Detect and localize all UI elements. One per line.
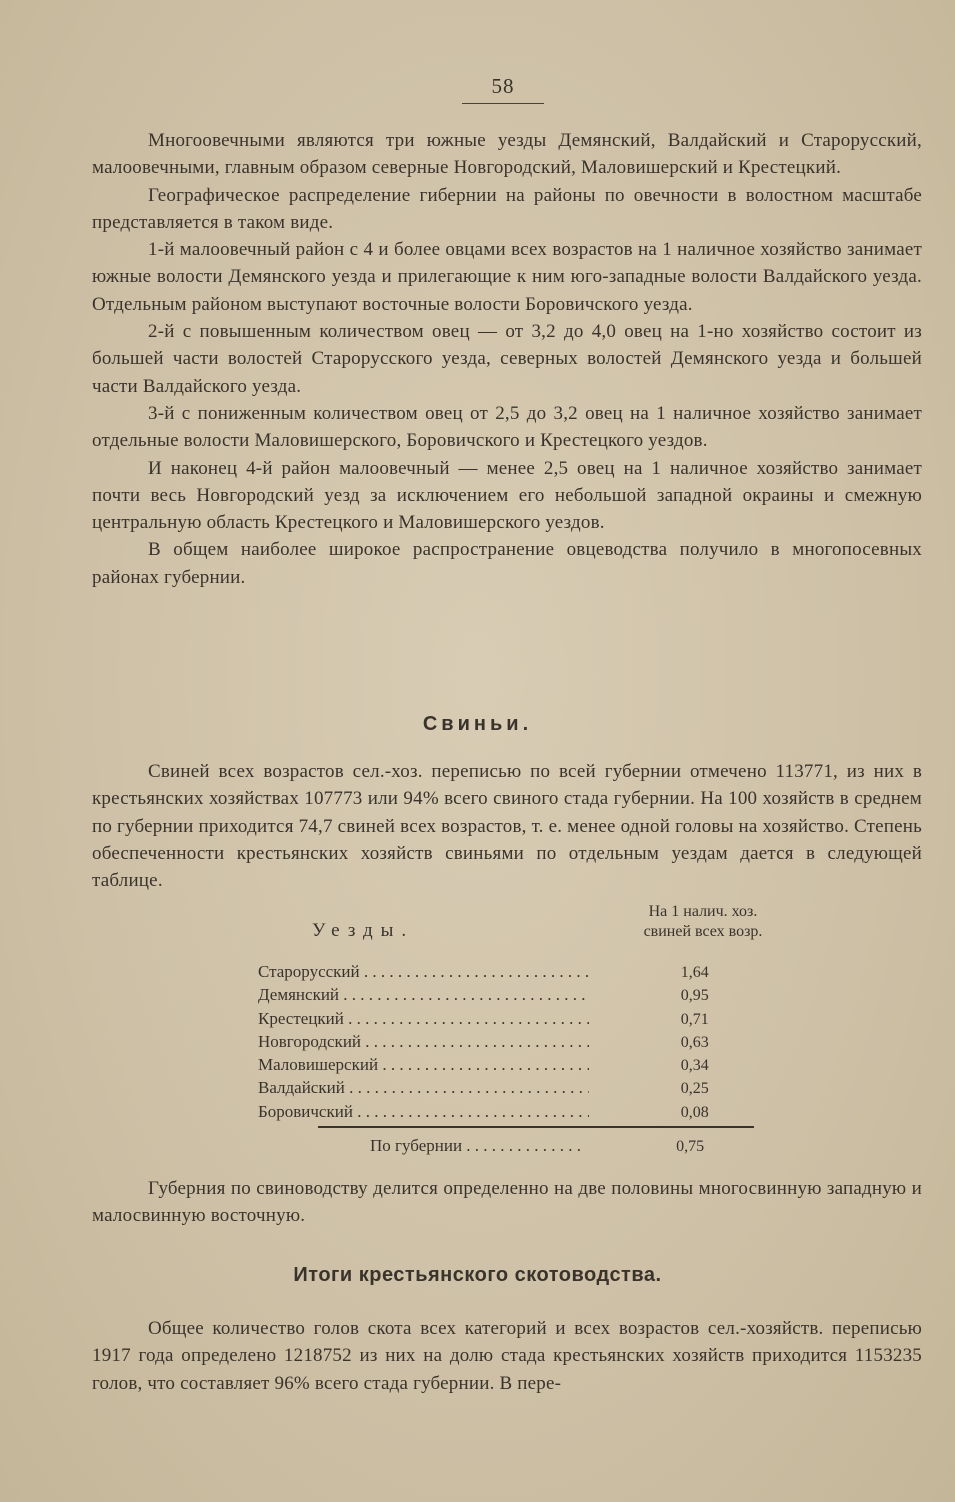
uezd-name: Крестецкий . . . — [258, 1009, 589, 1029]
uezd-value: 1,64 — [680, 964, 709, 981]
uezd-value: 0,63 — [680, 1033, 709, 1051]
table-row — [258, 962, 778, 985]
totals-text — [92, 1315, 922, 1397]
table-column-header-uezdy: Уезды. — [312, 920, 415, 941]
total-name: По губернии . . . — [370, 1136, 584, 1156]
paragraph: 1-й малоовечный район с 4 и более овцами всех возрастов на 1 наличное хозяйство занимает южные волости Демянского уезда и прилегающие к ним юго-западные волости Валдайского уезда. Отдельным районом выступают восточные волости Боровичского уезда. — [92, 239, 922, 315]
paragraph: Свиней всех возрастов сел.-хоз. переписью по всей губернии отмечено 113771, из них в крестьянских хозяйствах 107773 или 94% всего свиного стада губернии. На 100 хозяйств в среднем по губернии приходится 74,7 свиней всех возрастов, т. е. менее одной головы на хозяйство. Степень обеспеченности крестьянских хозяйств свиньями по отдельным уездам дается в следующей таблице. — [92, 761, 922, 892]
uezd-name: Валдайский . . . — [258, 1078, 589, 1098]
table-divider — [318, 1126, 754, 1128]
uezd-name: Новгородский . . . — [258, 1032, 589, 1052]
table-row — [258, 985, 778, 1008]
uezd-value: 0,25 — [680, 1080, 709, 1098]
intro-text — [92, 127, 922, 591]
paragraph: В общем наиболее широкое распространение овцеводства получило в многопосевных районах губернии. — [92, 539, 922, 588]
section-heading-totals: Итоги крестьянского скотоводства. — [293, 1264, 662, 1286]
pigs-text — [92, 758, 922, 894]
table-column-header-per-household: На 1 налич. хоз. свиней всех возр. — [643, 903, 763, 940]
table-row — [258, 1055, 778, 1078]
paragraph: И наконец 4-й район малоовечный — менее 2,5 овец на 1 наличное хозяйство занимает почти весь Новгородский уезд за исключением его небольшой западной окраины и смежную центральную область Крестецкого и Маловишерского уездов. — [92, 457, 922, 534]
pigs-table — [258, 962, 778, 1125]
uezd-value: 0,08 — [680, 1103, 709, 1121]
paragraph: Губерния по свиноводству делится определенно на две половины многосвинную западную и малосвинную восточную. — [92, 1178, 922, 1227]
uezd-value: 0,71 — [680, 1010, 709, 1028]
pigs-closing-text — [92, 1175, 922, 1230]
uezd-value: 0,95 — [680, 987, 709, 1005]
table-row — [258, 1009, 778, 1032]
paragraph: 2-й с повышенным количеством овец — от 3,2 до 4,0 овец на 1-но хозяйство состоит из большей части волостей Старорусского уезда, северных волостей Демянского уезда и большей части Валдайского уезда. — [92, 321, 922, 397]
uezd-name: Боровичский . . . — [258, 1102, 589, 1122]
uezd-value: 0,34 — [680, 1057, 709, 1075]
paragraph: 3-й с пониженным количеством овец от 2,5 до 3,2 овец на 1 наличное хозяйство занимает отдельные волости Маловишерского, Боровичского и Крестецкого уездов. — [92, 402, 922, 452]
paragraph: Географическое распределение гибернии на районы по овечности в волостном масштабе представляется в таком виде. — [92, 184, 922, 233]
uezd-name: Старорусский . . . — [258, 962, 589, 982]
uezd-name: Демянский . . . — [258, 985, 589, 1005]
table-row — [258, 1102, 778, 1125]
section-heading-pigs: Свиньи. — [422, 713, 533, 735]
page-number: 58 — [462, 74, 544, 104]
uezd-name: Маловишерский . . . — [258, 1055, 589, 1075]
total-value: 0,75 — [676, 1138, 705, 1155]
table-total-row — [370, 1136, 770, 1159]
paragraph: Общее количество голов скота всех категорий и всех возрастов сел.-хозяйств. переписью 1917 года определено 1218752 из них на долю стада крестьянских хозяйств приходится 1153235 голов, что составляет 96% всего стада губернии. В пере- — [92, 1318, 922, 1394]
table-row — [258, 1078, 778, 1101]
paragraph: Многоовечными являются три южные уезды Демянский, Валдайский и Старорусский, малоовечными, главным образом северные Новгородский, Маловишерский и Крестецкий. — [92, 130, 922, 179]
table-row — [258, 1032, 778, 1055]
